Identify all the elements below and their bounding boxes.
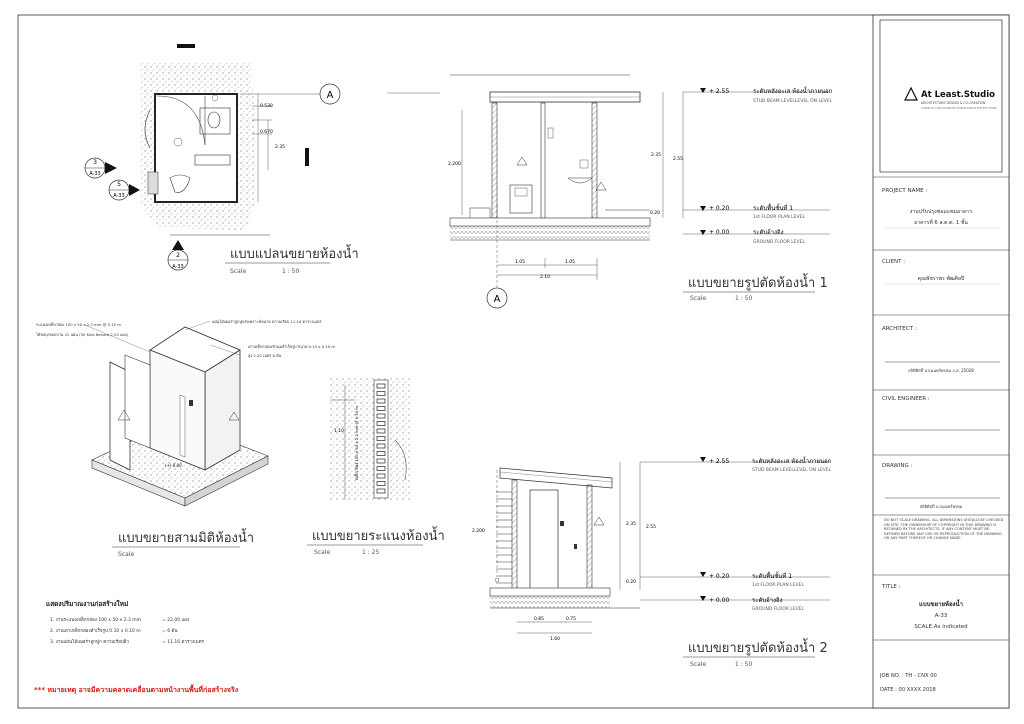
iso-note-3: แผ่นไม้เฌอร่าลูกฟูกสังเคราะห์ขนาด ความเรียบ 11.16 ตารางเมตร: [212, 319, 322, 324]
s2-dim-1: 2.35: [626, 522, 637, 527]
section1-title: แบบขยายรูปตัดห้องน้ำ 1: [688, 276, 828, 291]
s1-dim-4: 2.200: [448, 162, 461, 167]
section1-tag: A: [493, 294, 501, 305]
title-block: [873, 15, 1009, 708]
plan-scale-label: Scale: [230, 268, 247, 275]
s1-level-3-en: GROUND FLOOR LEVEL: [753, 240, 806, 245]
s1-level-2-en: 1st FLOOR PLAN LEVEL: [753, 215, 805, 220]
slat-scale-value: 1 : 25: [362, 549, 380, 556]
section1-scale-value: 1 : 50: [735, 295, 753, 302]
s1-dim-2: 2.55: [673, 157, 684, 162]
scale-text: SCALE:As indicated: [914, 624, 968, 630]
s1-level-3-value: + 0.00: [709, 229, 730, 236]
s2-dim-7: 1.60: [550, 637, 561, 642]
section2-scale-label: Scale: [690, 661, 707, 668]
project-line1: งานปรับปรุงซ่อมแซมอาคาร: [909, 209, 973, 215]
section1-scale-label: Scale: [690, 295, 707, 302]
slat-bar: [377, 474, 385, 478]
s2-level-3-value: + 0.00: [709, 597, 730, 604]
client-value: คุณพัชราพร พัฒศิลปิ: [917, 276, 965, 282]
plan-dim-3: 2.35: [275, 145, 286, 150]
s2-level-3-th: ระดับอ้างอิง: [752, 597, 783, 604]
slat-bar: [377, 482, 385, 486]
slat-scale-label: Scale: [314, 549, 331, 556]
plan-section-tag: A: [326, 90, 334, 101]
s1-level-1-en: STUD BEAM LEVELLEVEL ON LEVEL: [753, 99, 833, 104]
iso-note-4: เสาเหล็กกล่องเข้ามุมสำเร็จรูป ขนาด 0.10 x 0.10 m: [248, 344, 336, 349]
s2-level-1-th: ระดับหลังอะเส ห้องน้ำภายนอก: [752, 458, 832, 465]
s2-level-1-value: + 2.55: [709, 458, 730, 465]
architect-label: ARCHITECT :: [882, 326, 917, 332]
quantity-1-label: 1. งานระแนงเหล็กกล่อง 100 x 50 x 2.3 mm: [50, 618, 142, 623]
quantity-3-value: = 11.16 ตารางเมตร: [162, 640, 204, 645]
logo-sub: ARCHITECTURE DESIGN & CO-CREATION: [921, 101, 986, 105]
slat-bar: [377, 452, 385, 456]
s2-level-3-en: GROUND FLOOR LEVEL: [752, 607, 805, 612]
section2-scale-value: 1 : 50: [735, 661, 753, 668]
plan-title: แบบแปลนขยายห้องน้ำ: [230, 247, 359, 262]
client-label: CLIENT :: [882, 259, 906, 265]
s1-dim-3: 0.20: [650, 211, 661, 216]
s1-level-2-th: ระดับพื้นชั้นที่ 1: [753, 205, 794, 212]
s2-level-2-th: ระดับพื้นชั้นที่ 1: [752, 573, 793, 580]
job-number: JOB NO. : TH - CNX 00: [880, 673, 937, 679]
s1-level-1-th: ระดับหลังอะเส ห้องน้ำภายนอก: [753, 88, 833, 95]
s2-dim-6: 0.75: [566, 617, 577, 622]
quantities-heading: แสดงปริมาณงานก่อสร้างใหม่: [46, 600, 129, 608]
slat-bar: [377, 399, 385, 403]
quantity-3-label: 3. งานแผ่นไม้เฌอร่าลูกฟูก ความเรียบผิว: [50, 640, 129, 645]
s2-level-2-en: 1st FLOOR PLAN LEVEL: [752, 583, 804, 588]
title-value: แบบขยายห้องน้ำ: [919, 601, 963, 608]
iso-title: แบบขยายสามมิติห้องน้ำ: [118, 531, 255, 546]
plan-dim-2: 0.670: [260, 130, 273, 135]
slat-bar: [377, 437, 385, 441]
iso-scale-label: Scale: [118, 551, 135, 558]
iso-note-5: สูง 2.20 เมตร 6 ต้น: [248, 353, 282, 358]
s1-dim-6: 1.05: [565, 260, 576, 265]
bathroom-isometric: [85, 321, 268, 506]
civil-label: CIVIL ENGINEER :: [882, 396, 930, 402]
bathroom-section-2: [472, 455, 832, 642]
section2-title: แบบขยายรูปตัดห้องน้ำ 2: [688, 641, 828, 656]
s1-dim-7: 2.10: [540, 275, 551, 280]
s2-level-2-value: + 0.20: [709, 573, 730, 580]
architect-value: สถิติศิลปิ์ นาเมนทร์พรหม ภ.ส. 25028: [908, 368, 974, 373]
s1-level-2-value: + 0.20: [709, 205, 730, 212]
s1-level-3-th: ระดับอ้างอิง: [753, 229, 784, 236]
iso-note-1: ระแนงเหล็กกล่อง 100 x 50 x 2.3 mm @ 0.10 m: [36, 322, 121, 327]
marker-5-ref: A-33: [113, 193, 125, 199]
s2-dim-2: 2.55: [646, 525, 657, 530]
title-label: TITLE :: [882, 584, 901, 590]
slat-bar: [377, 414, 385, 418]
s2-dim-4: 0.20: [626, 580, 637, 585]
drawing-value: สถิติศิลปิ์ นาเมนทร์พรหม: [919, 504, 963, 509]
marker-5-num: 5: [117, 181, 121, 188]
remark: *** หมายเหตุ อาจมีความคลาดเคลื่อนตามหน้างานพื้นที่ก่อสร้างจริง: [34, 686, 239, 694]
marker-2-num: 2: [176, 252, 180, 259]
bathroom-section-1: [387, 75, 833, 308]
marker-3-num: 3: [93, 159, 97, 166]
slat-bar: [377, 407, 385, 411]
slat-bar: [377, 392, 385, 396]
drawing-label: DRAWING :: [882, 463, 913, 469]
iso-level-tag: (+) 0.00: [165, 463, 182, 468]
s2-level-1-en: STUD BEAM LEVELLEVEL ON LEVEL: [752, 468, 832, 473]
marker-2-ref: A-33: [172, 264, 184, 270]
slat-bar: [377, 459, 385, 463]
s1-level-1-value: + 2.55: [709, 88, 730, 95]
project-line2: อาคารที่ 6 ส.ต.ต. 1 ชั้น: [914, 220, 968, 226]
quantity-2-value: = 6 ต้น: [162, 629, 178, 634]
s1-dim-1: 2.35: [651, 153, 662, 158]
project-label: PROJECT NAME :: [882, 188, 928, 194]
slat-detail: [330, 378, 410, 500]
slat-bar: [377, 384, 385, 388]
slat-bar: [377, 444, 385, 448]
logo-name: At Least.Studio: [921, 90, 995, 100]
plan-dim-1: 0.530: [260, 104, 273, 109]
slat-dim: 1.10: [334, 429, 345, 434]
disclaimer: DO NOT SCALE DRAWING. ALL DIMENSIONS SHOULD BE CHECKED ON SITE. THE OWNERSHIP OF COPYRIGHT IN THIS DRAWING IS RETAINED BY THE ARCHITECTS. IF ANY CONTENT MUST BE DEFINED BEFORE ANY USE OR REPRODUCTION OF THE DRAWING OR ANY PART THEREOF OR CHANGE MADE.: [884, 518, 1004, 541]
date: DATE : 00 XXXX 2018: [880, 687, 936, 693]
plan-scale-value: 1 : 50: [282, 268, 300, 275]
quantity-2-label: 2. งานเสาเหล็กกล่องสำเร็จรูป 0.10 x 0.10 m: [50, 629, 141, 634]
slat-bar: [377, 429, 385, 433]
bathroom-plan: [85, 44, 340, 270]
slat-bar: [377, 489, 385, 493]
iso-note-2: ได้ขอบ/ขอบบาน 22 แผ่น (50 Kios Nevoro 2.20 แผง): [36, 332, 129, 337]
slat-bar: [377, 467, 385, 471]
quantity-1-value: = 22.00 แผง: [162, 618, 190, 623]
slat-bar: [377, 422, 385, 426]
sheet-number: A-33: [934, 613, 948, 619]
slat-note: เหล็กกล่อง 100 x 50 x 2.3 mm @ 0.10 m: [354, 405, 359, 480]
s1-dim-5: 1.05: [515, 260, 526, 265]
marker-3-ref: A-33: [89, 171, 101, 177]
s2-dim-5: 0.85: [534, 617, 545, 622]
logo-sub2: ADMIN OF LAND ECONOMY BURAN BURAN PATHUM THANI: [921, 107, 997, 110]
s2-dim-3: 2.200: [472, 529, 485, 534]
slat-title: แบบขยายระแนงห้องน้ำ: [312, 529, 445, 544]
